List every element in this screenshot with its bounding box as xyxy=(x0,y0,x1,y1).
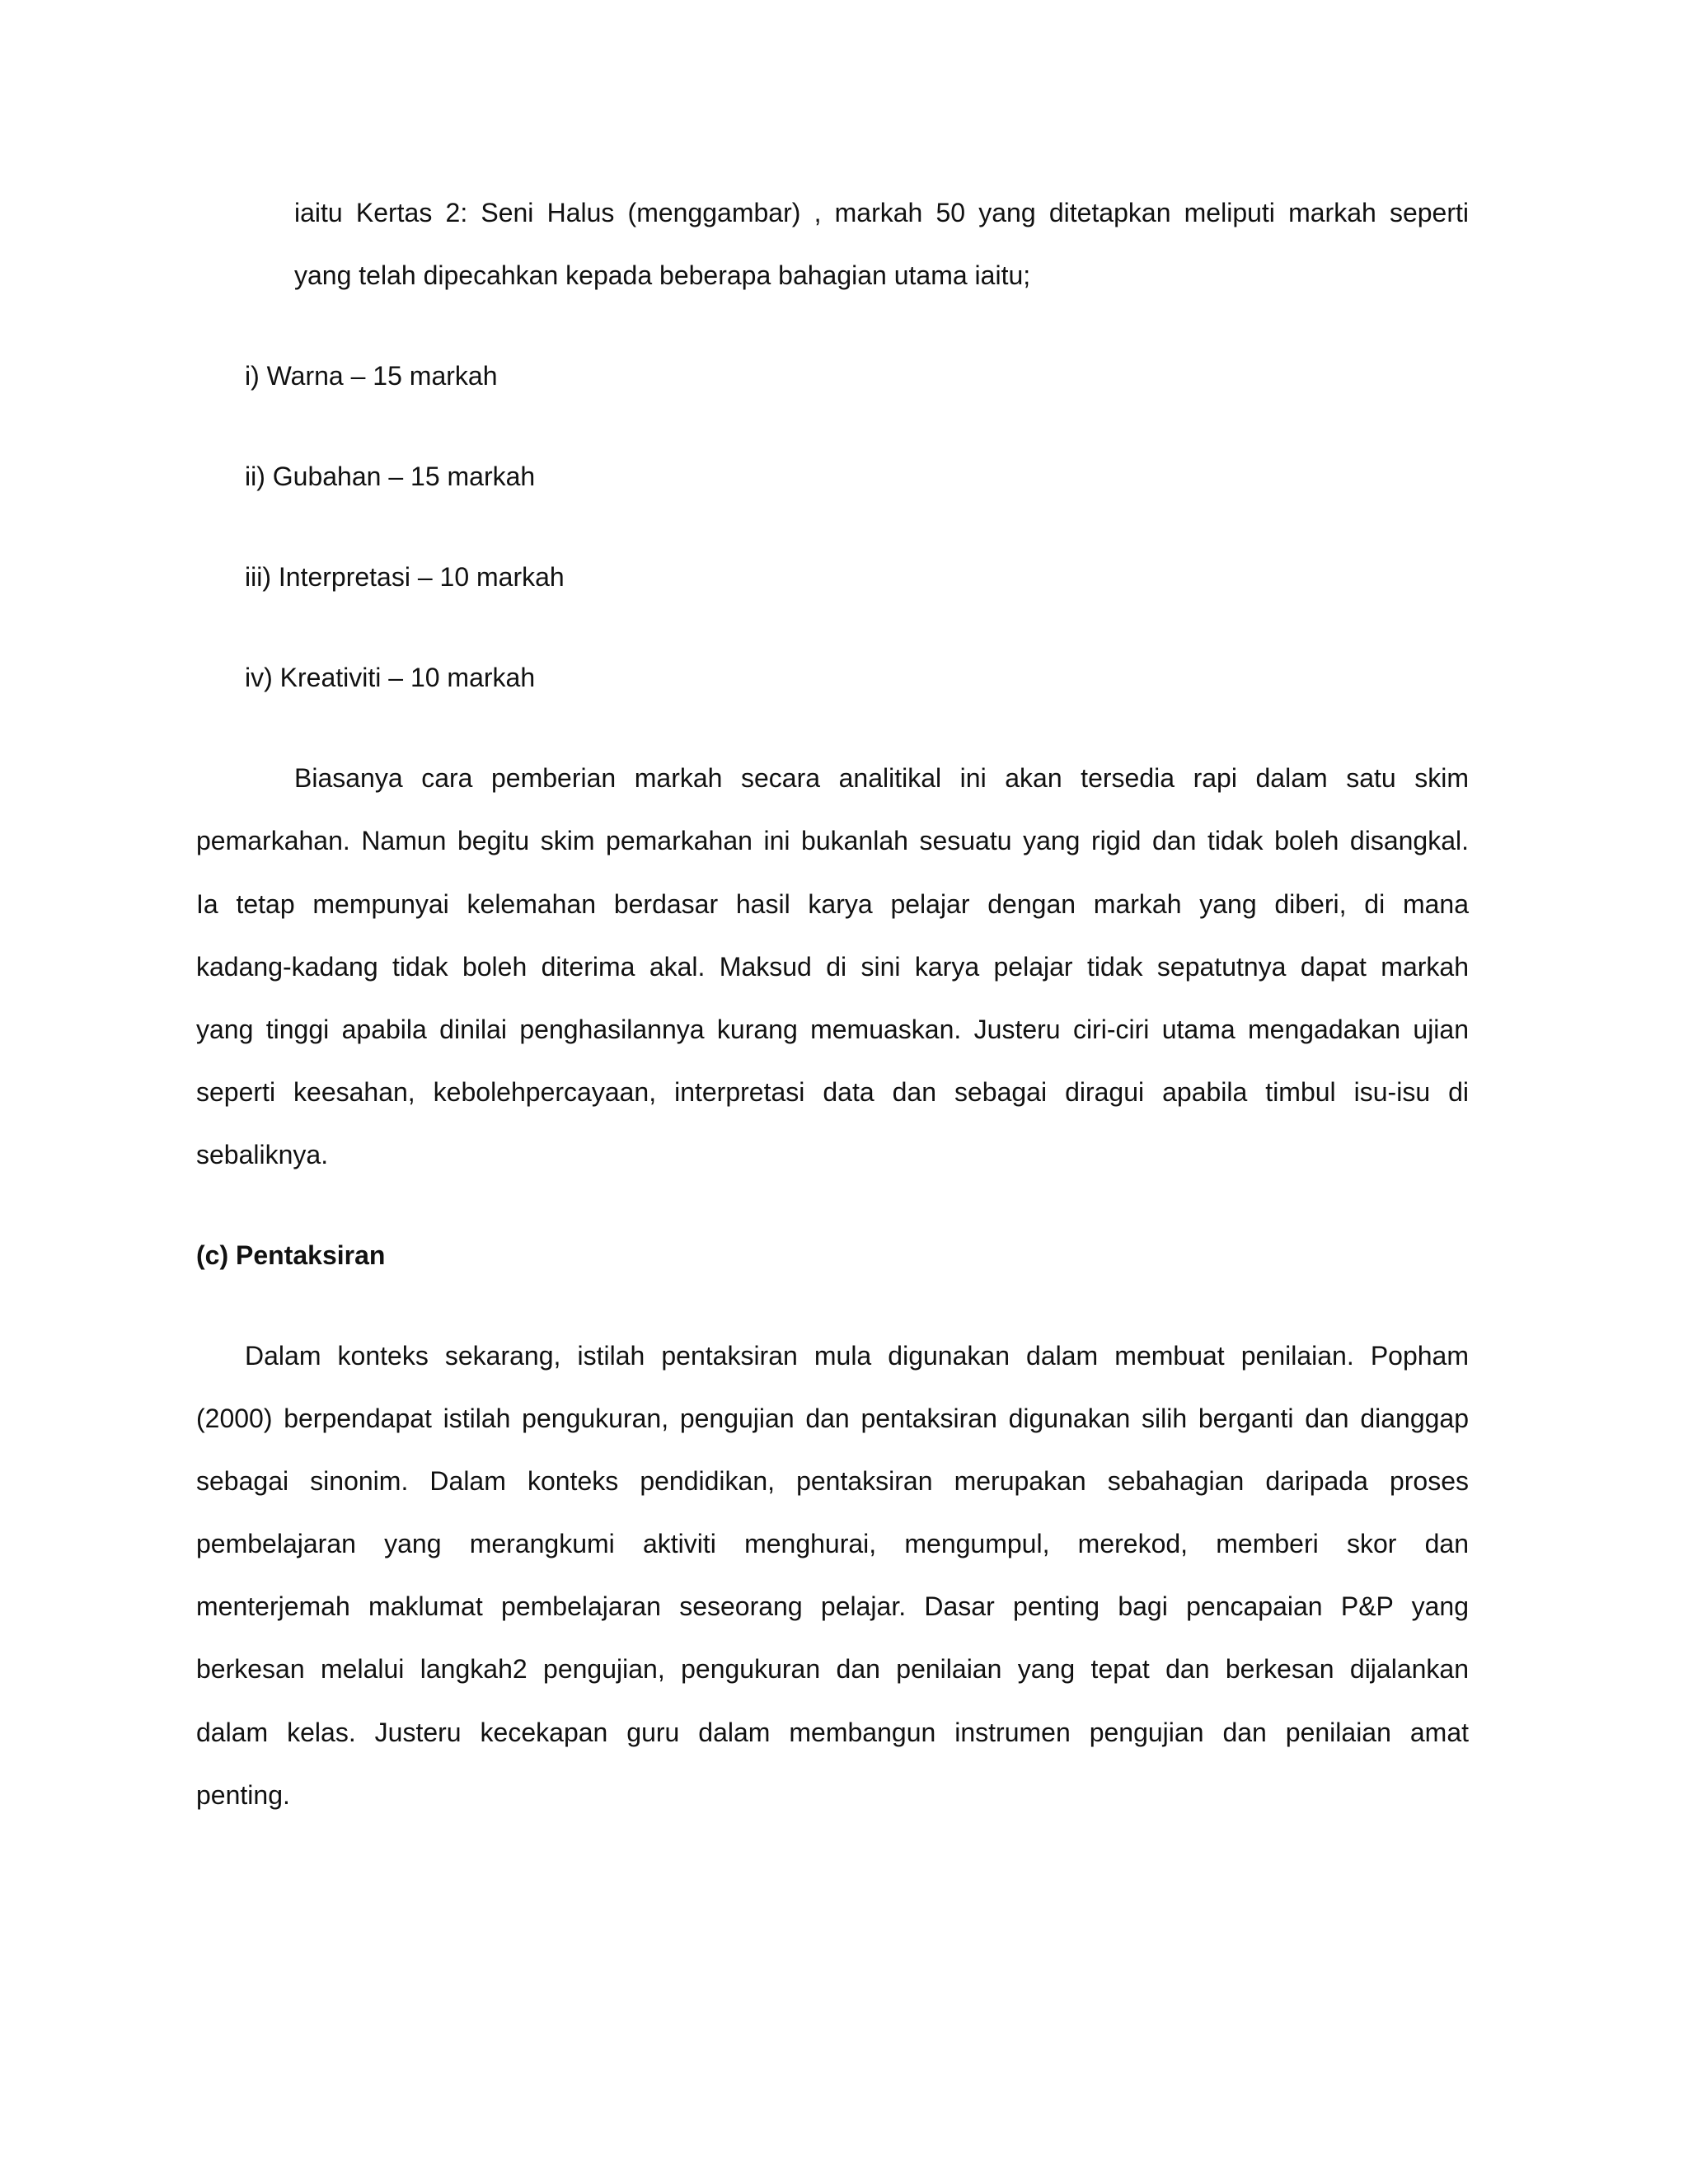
section-heading: (c) Pentaksiran xyxy=(196,1240,386,1270)
para1-line-4: kadang-kadang tidak boleh diterima akal. Maksud di sini karya pelajar tidak sepatutnya dapat markah xyxy=(196,952,1469,982)
para2-line-8: penting. xyxy=(196,1780,290,1810)
para2-line-5: menterjemah maklumat pembelajaran seseorang pelajar. Dasar penting bagi pencapaian P&P yang xyxy=(196,1591,1469,1621)
list-item-warna: i) Warna – 15 markah xyxy=(245,361,498,391)
para2-line-7: dalam kelas. Justeru kecekapan guru dalam membangun instrumen pengujian dan penilaian amat xyxy=(196,1718,1469,1747)
list-item-interpretasi: iii) Interpretasi – 10 markah xyxy=(245,562,565,592)
list-item-kreativiti: iv) Kreativiti – 10 markah xyxy=(245,663,536,692)
para1-line-5: yang tinggi apabila dinilai penghasilannya kurang memuaskan. Justeru ciri-ciri utama mengadakan ujian xyxy=(196,1015,1469,1044)
para2-line-3: sebagai sinonim. Dalam konteks pendidikan, pentaksiran merupakan sebahagian daripada proses xyxy=(196,1466,1469,1496)
intro-line-2: yang telah dipecahkan kepada beberapa bahagian utama iaitu; xyxy=(294,260,1031,290)
list-item-gubahan: ii) Gubahan – 15 markah xyxy=(245,462,536,491)
intro-line-1: iaitu Kertas 2: Seni Halus (menggambar) , markah 50 yang ditetapkan meliputi markah seperti xyxy=(294,198,1469,227)
para1-line-1: Biasanya cara pemberian markah secara analitikal ini akan tersedia rapi dalam satu skim xyxy=(294,763,1469,793)
para2-line-4: pembelajaran yang merangkumi aktiviti menghurai, mengumpul, merekod, memberi skor dan xyxy=(196,1529,1469,1558)
para2-line-1: Dalam konteks sekarang, istilah pentaksiran mula digunakan dalam membuat penilaian. Popham xyxy=(245,1341,1469,1371)
para1-line-2: pemarkahan. Namun begitu skim pemarkahan ini bukanlah sesuatu yang rigid dan tidak boleh disangkal. xyxy=(196,826,1469,855)
para1-line-6: seperti keesahan, kebolehpercayaan, interpretasi data dan sebagai diragui apabila timbul isu-isu di xyxy=(196,1077,1469,1107)
para2-line-6: berkesan melalui langkah2 pengujian, pengukuran dan penilaian yang tepat dan berkesan dijalankan xyxy=(196,1654,1469,1684)
para1-line-3: Ia tetap mempunyai kelemahan berdasar hasil karya pelajar dengan markah yang diberi, di mana xyxy=(196,889,1469,919)
para2-line-2: (2000) berpendapat istilah pengukuran, pengujian dan pentaksiran digunakan silih berganti dan dianggap xyxy=(196,1404,1469,1433)
para1-line-7: sebaliknya. xyxy=(196,1140,329,1169)
